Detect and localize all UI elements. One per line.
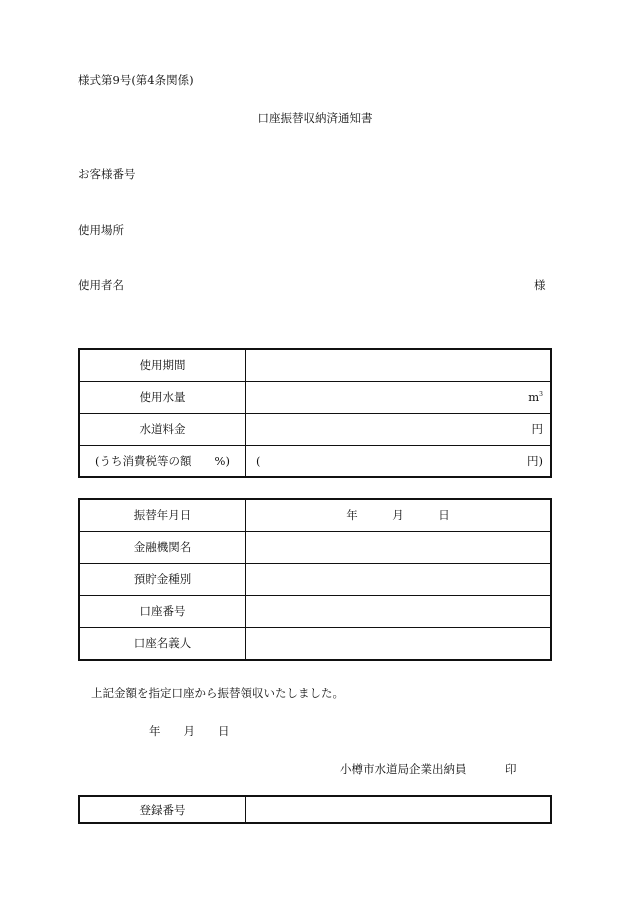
account-number-value: [246, 595, 552, 627]
usage-period-value: [246, 349, 552, 381]
registration-row: [79, 796, 551, 823]
account-holder-value: [246, 627, 552, 660]
bank-name-label: 金融機関名: [79, 531, 246, 563]
usage-period-row: [79, 349, 551, 381]
deposit-type-value: [246, 563, 552, 595]
account-number-row: [79, 595, 551, 627]
water-fee-row: [79, 413, 551, 445]
honorific-label: 様: [534, 278, 546, 292]
bank-name-value: [246, 531, 552, 563]
transfer-date-label: 振替年月日: [79, 499, 246, 531]
account-holder-label: 口座名義人: [79, 627, 246, 660]
transfer-date-row: [79, 499, 551, 531]
deposit-type-label: 預貯金種別: [79, 563, 246, 595]
tax-open-paren: (: [256, 453, 261, 468]
tax-row: [79, 445, 551, 477]
usage-period-label: 使用期間: [79, 349, 246, 381]
tax-value: [246, 445, 552, 477]
tax-unit: 円): [527, 453, 543, 468]
issuer-name: 小樽市水道局企業出納員: [340, 762, 467, 776]
notice-text: 上記金額を指定口座から振替領収いたしました。: [91, 686, 344, 700]
document-title: 口座振替収納済通知書: [257, 111, 373, 125]
registration-number-value: [246, 796, 552, 823]
account-holder-row: [79, 627, 551, 660]
water-fee-value: [246, 413, 552, 445]
tax-label: (うち消費税等の額 %): [79, 445, 246, 477]
form-number: 様式第9号(第4条関係): [78, 73, 194, 87]
water-fee-unit: 円: [531, 422, 543, 436]
registration-number-label: 登録番号: [79, 796, 246, 823]
water-volume-label: 使用水量: [79, 381, 246, 413]
usage-location-label: 使用場所: [78, 223, 124, 237]
usage-table: [78, 348, 552, 478]
water-volume-row: [79, 381, 551, 413]
user-name-label: 使用者名: [78, 278, 124, 292]
issue-date: 年 月 日: [149, 724, 230, 738]
water-fee-label: 水道料金: [79, 413, 246, 445]
water-volume-value: [246, 381, 552, 413]
transfer-table: [78, 498, 552, 661]
bank-name-row: [79, 531, 551, 563]
account-number-label: 口座番号: [79, 595, 246, 627]
customer-number-label: お客様番号: [78, 167, 136, 181]
transfer-date-value: 年 月 日: [246, 499, 552, 531]
deposit-type-row: [79, 563, 551, 595]
registration-table: [78, 795, 552, 824]
water-volume-unit: $m^3$: [528, 390, 543, 404]
seal-mark: 印: [505, 762, 517, 776]
